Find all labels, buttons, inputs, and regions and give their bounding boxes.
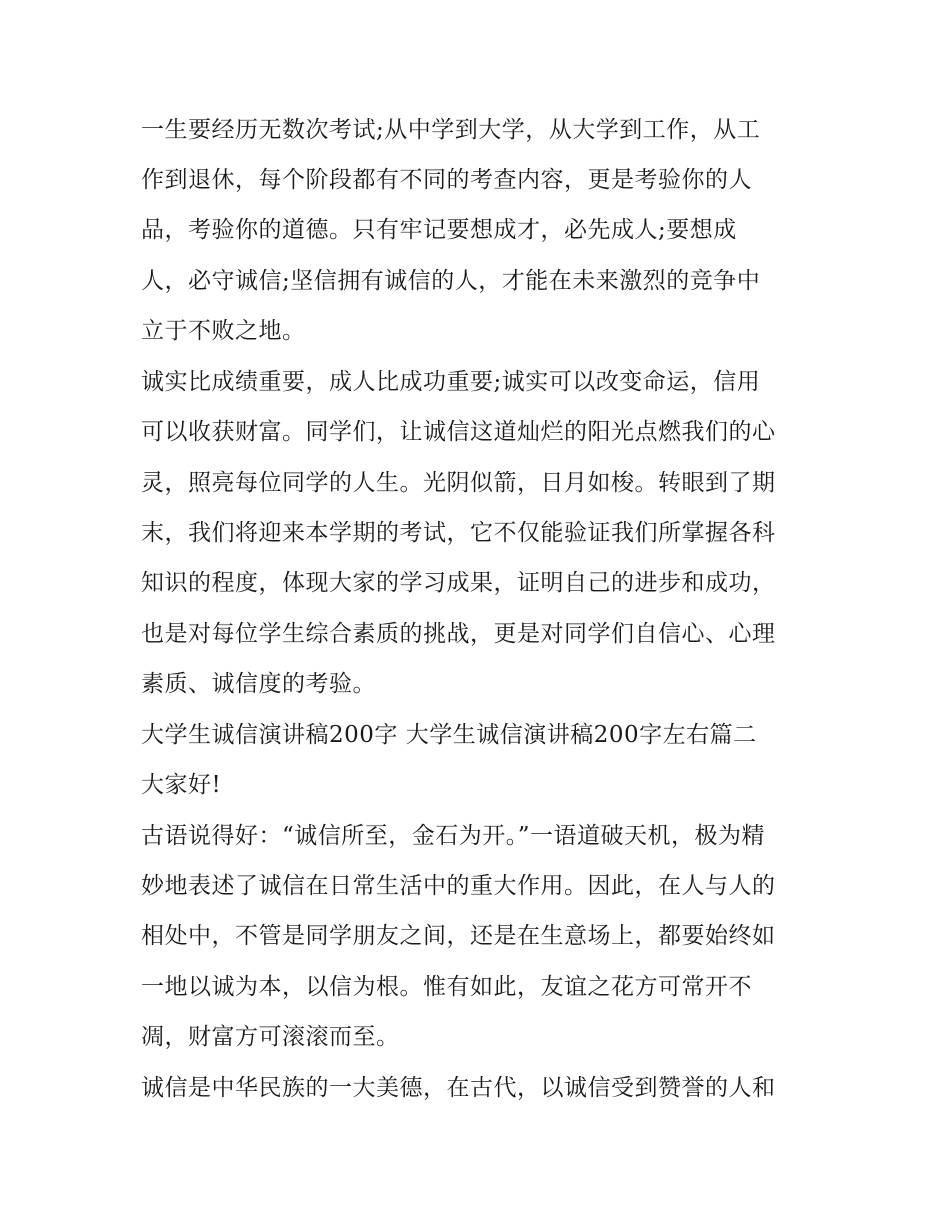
text-line: 诚实比成绩重要，成人比成功重要;诚实可以改变命运，信用 bbox=[141, 369, 761, 395]
text-line: 立于不败之地。 bbox=[141, 318, 306, 344]
text-line: 人，必守诚信;坚信拥有诚信的人，才能在未来激烈的竞争中 bbox=[141, 268, 761, 294]
heading-line: 大学生诚信演讲稿200字 大学生诚信演讲稿200字左右篇二 bbox=[141, 722, 757, 748]
text-line: 妙地表述了诚信在日常生活中的重大作用。因此，在人与人的 bbox=[141, 873, 776, 899]
text-line: 知识的程度，体现大家的学习成果，证明自己的进步和成功， bbox=[141, 570, 776, 596]
text-line: 凋，财富方可滚滚而至。 bbox=[141, 1024, 400, 1050]
text-line: 也是对每位学生综合素质的挑战，更是对同学们自信心、心理 bbox=[141, 621, 776, 647]
text-line: 素质、诚信度的考验。 bbox=[141, 671, 376, 697]
text-line: 作到退休，每个阶段都有不同的考查内容，更是考验你的人 bbox=[141, 167, 752, 193]
text-line: 一地以诚为本，以信为根。惟有如此，友谊之花方可常开不 bbox=[141, 974, 752, 1000]
text-line: 品，考验你的道德。只有牢记要想成才，必先成人;要想成 bbox=[141, 217, 737, 243]
text-line: 末，我们将迎来本学期的考试，它不仅能验证我们所掌握各科 bbox=[141, 520, 776, 546]
text-line: 一生要经历无数次考试;从中学到大学，从大学到工作，从工 bbox=[141, 117, 761, 143]
text-line: 灵，照亮每位同学的人生。光阴似箭，日月如梭。转眼到了期 bbox=[141, 470, 776, 496]
text-line: 相处中，不管是同学朋友之间，还是在生意场上，都要始终如 bbox=[141, 923, 776, 949]
text-line: 古语说得好：“诚信所至，金石为开。”一语道破天机，极为精 bbox=[141, 823, 766, 849]
text-line: 诚信是中华民族的一大美德，在古代，以诚信受到赞誉的人和 bbox=[141, 1075, 776, 1101]
text-line: 大家好! bbox=[141, 772, 222, 798]
text-line: 可以收获财富。同学们，让诚信这道灿烂的阳光点燃我们的心 bbox=[141, 419, 776, 445]
